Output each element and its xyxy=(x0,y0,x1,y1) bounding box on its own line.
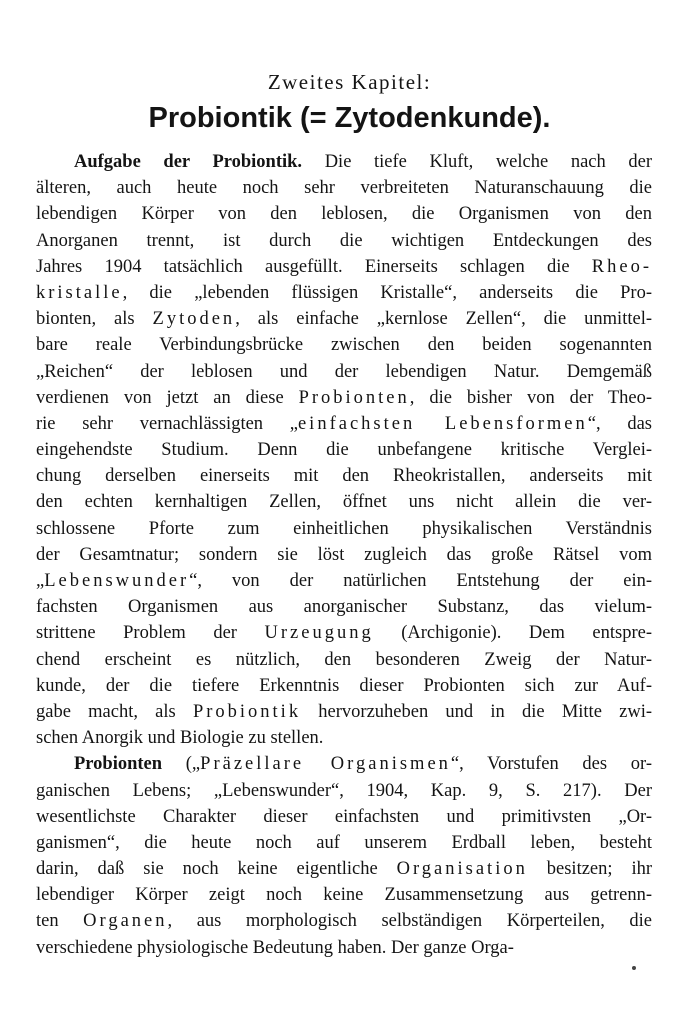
text-line xyxy=(36,332,652,358)
text-run: verschiedene physiologische Bedeutung haben. Der ganze Orga- xyxy=(36,937,514,958)
text-line xyxy=(36,175,652,201)
text-line xyxy=(36,647,652,673)
text-run: rie sehr vernachlässigten „ xyxy=(36,413,298,434)
text-line xyxy=(36,437,652,463)
spaced-run: Probiontik xyxy=(192,701,302,722)
text-run: , die „lebenden flüssigen Kristalle“, anderseits die Pro- xyxy=(122,282,652,303)
text-line xyxy=(36,804,652,830)
text-run: , aus morphologisch selbständigen Körperteilen, die xyxy=(167,911,652,932)
text-line xyxy=(36,228,652,254)
text-run: “, Vorstufen des or- xyxy=(450,754,652,775)
text-line xyxy=(36,751,652,777)
text-run: schlossene Pforte zum einheitlichen physikalischen Verständnis xyxy=(36,518,652,539)
text-line xyxy=(36,411,652,437)
text-run: bionten, als xyxy=(36,309,153,330)
text-run: schen Anorgik und Biologie zu stellen. xyxy=(36,728,324,749)
bold-run: Aufgabe der Probiontik. xyxy=(74,152,303,172)
paragraph-probionten xyxy=(36,751,652,961)
text-run: , als einfache „kernlose Zellen“, die unmittel- xyxy=(235,309,652,330)
text-run: der Gesamtnatur; sondern sie löst zugleich das große Rätsel vom xyxy=(36,544,652,565)
chapter-title: Probiontik (= Zytodenkunde). xyxy=(148,102,551,134)
text-run: verdienen von jetzt an diese xyxy=(36,387,299,408)
text-line xyxy=(36,280,652,306)
text-line xyxy=(36,201,652,227)
spaced-run: kristalle xyxy=(36,282,123,303)
bold-run: Probionten xyxy=(74,754,163,775)
text-run: fachsten Organismen aus anorganischer Substanz, das vielum- xyxy=(36,597,652,618)
spaced-run: Rheo- xyxy=(591,256,652,277)
text-run: wesentlichste Charakter dieser einfachsten und primitivsten „Or- xyxy=(36,806,652,827)
text-line xyxy=(36,149,652,175)
text-line xyxy=(36,908,652,934)
text-line xyxy=(36,385,652,411)
spaced-run: Zytoden xyxy=(152,309,236,330)
text-line xyxy=(36,516,652,542)
text-run: gabe macht, als xyxy=(36,701,193,722)
spaced-run: Organisation xyxy=(396,859,528,880)
spaced-run: Organen xyxy=(83,911,168,932)
text-line xyxy=(36,856,652,882)
text-line xyxy=(36,359,652,385)
spaced-run: Probionten xyxy=(298,387,410,408)
text-line xyxy=(36,542,652,568)
text-run: Anorganen trennt, ist durch die wichtigen Entdeckungen des xyxy=(36,230,652,251)
text-line xyxy=(36,725,652,751)
text-line xyxy=(36,882,652,908)
print-speck xyxy=(632,966,636,970)
spaced-run: Präzellare Organismen xyxy=(200,754,451,775)
text-run: lebendigen Körper von den leblosen, die Organismen von den xyxy=(36,204,652,225)
text-run: lebendiger Körper zeigt noch keine Zusammensetzung aus getrenn- xyxy=(36,885,652,906)
text-run: älteren, auch heute noch sehr verbreiteten Naturanschauung die xyxy=(36,178,652,199)
text-run: kunde, der die tiefere Erkenntnis dieser Probionten sich zur Auf- xyxy=(36,675,652,696)
text-run: “, von der natürlichen Entstehung der ein- xyxy=(189,571,652,591)
text-run: chung derselben einerseits mit den Rheokristallen, anderseits mit xyxy=(36,466,652,487)
text-line xyxy=(36,594,652,620)
text-line xyxy=(36,254,652,280)
text-run: hervorzuheben und in die Mitte zwi- xyxy=(301,701,652,722)
text-line xyxy=(36,306,652,332)
text-run: „ xyxy=(36,571,45,591)
text-run: bare reale Verbindungsbrücke zwischen den beiden sogenannten xyxy=(36,335,652,356)
text-run: (Archigonie). Dem entspre- xyxy=(373,623,653,644)
text-line xyxy=(36,935,652,961)
text-run: “, das xyxy=(587,413,652,434)
text-line xyxy=(36,778,652,804)
text-run: („ xyxy=(162,754,201,775)
text-run: chend erscheint es nützlich, den besonderen Zweig der Natur- xyxy=(36,649,652,670)
text-run: besitzen; ihr xyxy=(527,859,652,880)
text-run: darin, daß sie noch keine eigentliche xyxy=(36,859,397,880)
text-run: ganismen“, die heute noch auf unserem Erdball leben, besteht xyxy=(36,832,652,853)
text-line xyxy=(36,830,652,856)
text-line xyxy=(36,489,652,515)
text-line xyxy=(36,699,652,725)
text-run: den echten kernhaltigen Zellen, öffnet uns nicht allein die ver- xyxy=(36,492,652,513)
text-run: strittene Problem der xyxy=(36,623,265,644)
text-line xyxy=(36,620,652,646)
spaced-run: Lebenswunder xyxy=(44,571,190,591)
text-run: ten xyxy=(36,911,84,932)
text-run: Jahres 1904 tatsächlich ausgefüllt. Einerseits schlagen die xyxy=(36,256,592,277)
text-run: Die tiefe Kluft, welche nach der xyxy=(302,152,653,172)
chapter-label: Zweites Kapitel: xyxy=(267,70,432,94)
text-run: eingehendste Studium. Denn die unbefangene kritische Verglei- xyxy=(36,440,652,461)
spaced-run: einfachsten Lebensformen xyxy=(297,413,588,434)
paragraph-aufgabe xyxy=(36,149,652,751)
text-run: , die bisher von der Theo- xyxy=(409,387,652,408)
body-text xyxy=(36,149,652,961)
spaced-run: Urzeugung xyxy=(264,623,374,644)
text-line xyxy=(36,463,652,489)
text-run: ganischen Lebens; „Lebenswunder“, 1904, Kap. 9, S. 217). Der xyxy=(36,780,652,801)
text-run: „Reichen“ der leblosen und der lebendigen Natur. Demgemäß xyxy=(36,361,652,382)
text-line xyxy=(36,568,652,594)
text-line xyxy=(36,673,652,699)
